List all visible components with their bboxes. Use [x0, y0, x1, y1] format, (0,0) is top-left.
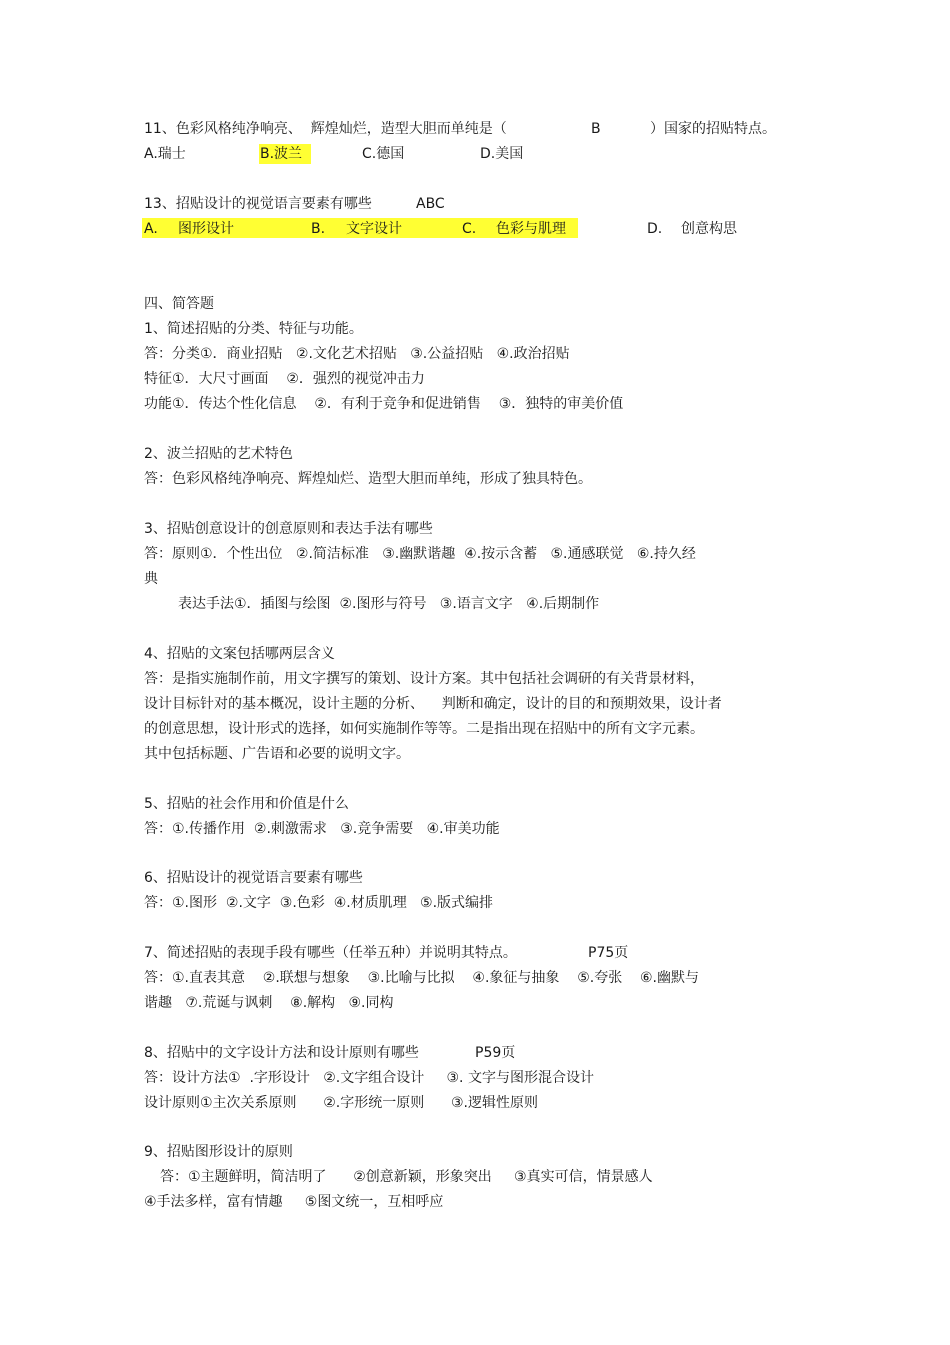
sa4-question: 4、招贴的文案包括哪两层含义 [144, 646, 335, 662]
sa9-question: 9、招贴图形设计的原则 [144, 1144, 293, 1160]
q13-answer: ABC [416, 196, 445, 212]
sa3-answer-line: 表达手法①．插图与绘图 ②.图形与符号 ③.语言文字 ④.后期制作 [178, 596, 600, 612]
sa1-answer-line: 答：分类①．商业招贴 ②.文化艺术招贴 ③.公益招贴 ④.政治招贴 [144, 346, 570, 362]
q11-stem-end: ）国家的招贴特点。 [650, 121, 776, 137]
sa9-answer-line: ④手法多样，富有情趣 ⑤图文统一，互相呼应 [144, 1194, 444, 1210]
q11-option-d: D.美国 [480, 146, 524, 162]
sa1-answer-line: 特征①．大尺寸画面 ②．强烈的视觉冲击力 [144, 371, 425, 387]
sa9-answer-line: 答：①主题鲜明，简洁明了 ②创意新颖，形象突出 ③真实可信，情景感人 [160, 1169, 653, 1185]
q13-option-a-letter: A. [144, 221, 158, 237]
q11-option-b: B.波兰 [260, 146, 303, 162]
sa2-answer-line: 答：色彩风格纯净响亮、辉煌灿烂、造型大胆而单纯，形成了独具特色。 [144, 471, 592, 487]
q13-option-c-letter: C. [462, 221, 477, 237]
sa7-answer-line: 谐趣 ⑦.荒诞与讽刺 ⑧.解构 ⑨.同构 [144, 995, 394, 1011]
q11-option-c: C.德国 [362, 146, 405, 162]
sa1-answer-line: 功能①．传达个性化信息 ②．有利于竞争和促进销售 ③．独特的审美价值 [144, 396, 624, 412]
sa3-answer-line: 典 [144, 571, 158, 587]
sa3-answer-line: 答：原则①．个性出位 ②.简洁标准 ③.幽默谐趣 ④.按示含蓄 ⑤.通感联觉 ⑥.持久经 [144, 546, 696, 562]
q11-answer: B [591, 121, 601, 137]
sa1-question: 1、简述招贴的分类、特征与功能。 [144, 321, 363, 337]
sa5-answer-line: 答：①.传播作用 ②.刺激需求 ③.竞争需要 ④.审美功能 [144, 821, 500, 837]
sa3-question: 3、招贴创意设计的创意原则和表达手法有哪些 [144, 521, 433, 537]
q11-option-a: A.瑞士 [144, 146, 186, 162]
sa2-question: 2、波兰招贴的艺术特色 [144, 446, 293, 462]
q13-option-c-text: 色彩与肌理 [496, 221, 566, 237]
q13-option-d-letter: D. [647, 221, 663, 237]
sa4-answer-line: 其中包括标题、广告语和必要的说明文字。 [144, 746, 410, 762]
sa4-answer-line: 答：是指实施制作前，用文字撰写的策划、设计方案。其中包括社会调研的有关背景材料， [144, 671, 704, 687]
section-title: 四、简答题 [144, 296, 214, 312]
sa7-question: 7、简述招贴的表现手段有哪些（任举五种）并说明其特点。 [144, 945, 517, 961]
q11-stem: 11、色彩风格纯净响亮、 辉煌灿烂，造型大胆而单纯是（ [144, 121, 507, 137]
sa6-question: 6、招贴设计的视觉语言要素有哪些 [144, 870, 363, 886]
sa8-answer-line: 设计原则①主次关系原则 ②.字形统一原则 ③.逻辑性原则 [144, 1095, 538, 1111]
sa7-page-ref: P75页 [588, 945, 629, 961]
sa8-answer-line: 答：设计方法① .字形设计 ②.文字组合设计 ③. 文字与图形混合设计 [144, 1070, 594, 1086]
q13-stem: 13、招贴设计的视觉语言要素有哪些 [144, 196, 372, 212]
sa8-page-ref: P59页 [475, 1045, 516, 1061]
sa4-answer-line: 的创意思想，设计形式的选择，如何实施制作等等。二是指出现在招贴中的所有文字元素。 [144, 721, 704, 737]
sa8-question: 8、招贴中的文字设计方法和设计原则有哪些 [144, 1045, 419, 1061]
q13-option-b-letter: B. [311, 221, 326, 237]
q13-option-d-text: 创意构思 [681, 221, 737, 237]
sa4-answer-line: 设计目标针对的基本概况，设计主题的分析、 判断和确定，设计的目的和预期效果，设计者 [144, 696, 722, 712]
sa7-answer-line: 答：①.直表其意 ②.联想与想象 ③.比喻与比拟 ④.象征与抽象 ⑤.夸张 ⑥.幽默与 [144, 970, 700, 986]
q13-option-a-text: 图形设计 [178, 221, 234, 237]
sa5-question: 5、招贴的社会作用和价值是什么 [144, 796, 349, 812]
q13-option-b-text: 文字设计 [346, 221, 402, 237]
sa6-answer-line: 答：①.图形 ②.文字 ③.色彩 ④.材质肌理 ⑤.版式编排 [144, 895, 494, 911]
